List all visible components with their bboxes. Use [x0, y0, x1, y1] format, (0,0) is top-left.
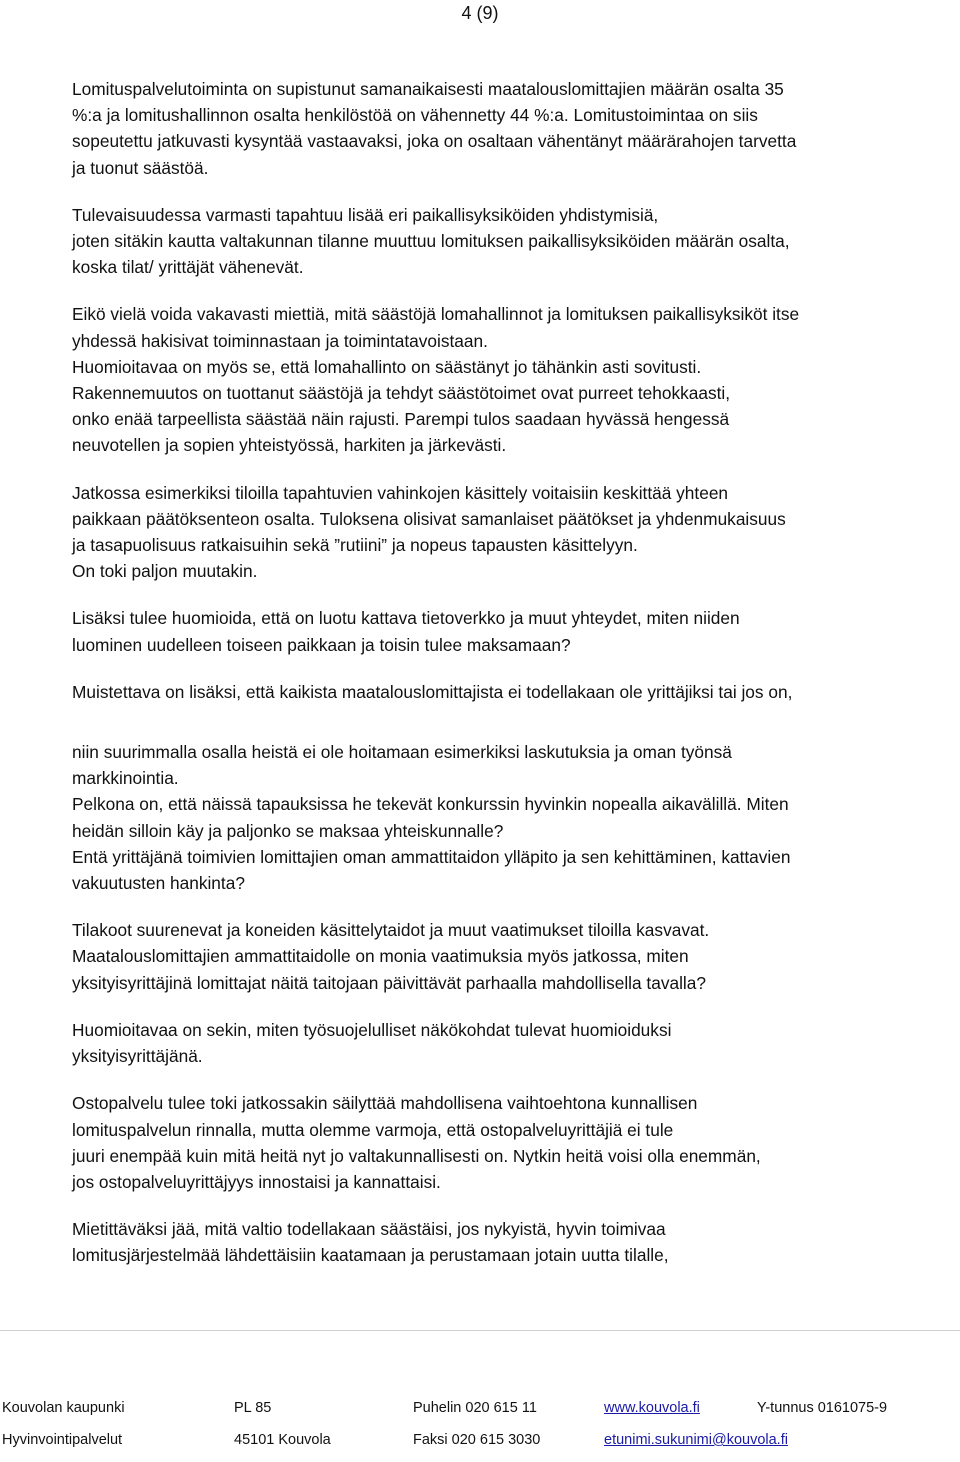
text-line: ja tuonut säästöä. — [72, 157, 209, 178]
text-line: Ostopalvelu tulee toki jatkossakin säilyttää mahdollisena vaihtoehtona kunnallisen — [72, 1093, 698, 1114]
page-number: 4 (9) — [461, 3, 499, 23]
footer-email-link[interactable]: etunimi.sukunimi@kouvola.fi — [604, 1432, 788, 1448]
footer-row — [0, 1430, 960, 1462]
text-line: Muistettava on lisäksi, että kaikista maatalouslomittajista ei todellakaan ole yrittäjiksi tai jos on, — [72, 681, 793, 702]
footer-postal-address: 45101 Kouvola — [234, 1432, 331, 1448]
paragraph-occupational-safety — [72, 1017, 952, 1069]
text-line: niin suurimmalla osalla heistä ei ole hoitamaan esimerkiksi laskutuksia ja oman työnsä — [72, 742, 732, 763]
text-line: Tilakoot suurenevat ja koneiden käsittelytaidot ja muut vaatimukset tiloilla kasvavat. — [72, 920, 710, 941]
text-line: Eikö vielä voida vakavasti miettiä, mitä säästöjä lomahallinnot ja lomituksen paikallisyksiköt itse — [72, 304, 800, 325]
text-line: Tulevaisuudessa varmasti tapahtuu lisää eri paikallisyksiköiden yhdistymisiä, — [72, 204, 659, 225]
text-line: %:a ja lomitushallinnon osalta henkilöstöä on vähennetty 44 %:a. Lomitustoimintaa on siis — [72, 105, 758, 126]
paragraph-centralization — [72, 480, 952, 585]
text-line: paikkaan päätöksenteon osalta. Tuloksena olisivat samanlaiset päätökset ja yhdenmukaisuus — [72, 508, 786, 529]
footer-unit: Hyvinvointipalvelut — [2, 1432, 123, 1448]
paragraph-entrepreneurs — [72, 679, 952, 705]
paragraph-future-mergers — [72, 202, 952, 281]
footer-business-id: Y-tunnus 0161075-9 — [757, 1400, 888, 1416]
text-line: vakuutusten hankinta? — [72, 873, 245, 894]
text-line: sopeutettu jatkuvasti kysyntää vastaavaksi, joka on osaltaan vähentänyt määrärahojen tarvetta — [72, 131, 797, 152]
footer-row — [0, 1398, 960, 1430]
footer-website-link[interactable]: www.kouvola.fi — [604, 1400, 700, 1416]
text-line: Entä yrittäjänä toimivien lomittajien oman ammattitaidon ylläpito ja sen kehittäminen, kattavien — [72, 846, 791, 867]
footer-fax: Faksi 020 615 3030 — [413, 1432, 541, 1448]
footer-phone: Puhelin 020 615 11 — [413, 1400, 537, 1416]
text-line: jos ostopalveluyrittäjyys innostaisi ja kannattaisi. — [72, 1171, 441, 1192]
text-line: heidän silloin käy ja paljonko se maksaa yhteiskunnalle? — [72, 820, 504, 841]
text-line: koska tilat/ yrittäjät vähenevät. — [72, 257, 304, 278]
text-line: Lomituspalvelutoiminta on supistunut samanaikaisesti maatalouslomittajien määrän osalta 35 — [72, 79, 784, 99]
text-line: Jatkossa esimerkiksi tiloilla tapahtuvien vahinkojen käsittely voitaisiin keskittää yhteen — [72, 482, 729, 503]
paragraph-staff-reductions — [72, 76, 952, 181]
paragraph-risks — [72, 739, 952, 896]
text-line: Huomioitavaa on myös se, että lomahallinto on säästänyt jo tähänkin asti sovitusti. — [72, 356, 702, 377]
text-line: Pelkona on, että näissä tapauksissa he tekevät konkurssin hyvinkin nopealla aikavälillä. Miten — [72, 794, 789, 815]
text-line: markkinointia. — [72, 768, 179, 789]
footer-organization: Kouvolan kaupunki — [2, 1400, 125, 1416]
text-line: lomitusjärjestelmää lähdettäisiin kaatamaan ja perustamaan jotain uutta tilalle, — [72, 1245, 669, 1266]
text-line: Rakennemuutos on tuottanut säästöjä ja tehdyt säästötoimet ovat purreet tehokkaasti, — [72, 383, 731, 404]
text-line: Mietittäväksi jää, mitä valtio todellakaan säästäisi, jos nykyistä, hyvin toimivaa — [72, 1219, 666, 1240]
text-line: On toki paljon muutakin. — [72, 561, 258, 582]
paragraph-farm-size — [72, 917, 952, 996]
paragraph-outsourcing — [72, 1090, 952, 1195]
text-line: yhdessä hakisivat toiminnastaan ja toimintatavoistaan. — [72, 330, 488, 351]
text-line: juuri enempää kuin mitä heitä nyt jo valtakunnallisesti on. Nytkin heitä voisi olla enemmän, — [72, 1145, 761, 1166]
letter-footer — [0, 1398, 960, 1462]
paragraph-savings — [72, 301, 952, 458]
text-line: Huomioitavaa on sekin, miten työsuojelulliset näkökohdat tulevat huomioiduksi — [72, 1019, 672, 1040]
text-line: yksityisyrittäjinä lomittajat näitä taitojaan päivittävät parhaalla mahdollisella tavalla? — [72, 972, 706, 993]
footer-divider — [0, 1330, 960, 1331]
paragraph-network — [72, 605, 952, 657]
text-line: ja tasapuolisuus ratkaisuihin sekä ”rutiini” ja nopeus tapausten käsittelyyn. — [72, 535, 638, 556]
text-line: Lisäksi tulee huomioida, että on luotu kattava tietoverkko ja muut yhteydet, miten niiden — [72, 608, 740, 629]
text-line: yksityisyrittäjänä. — [72, 1046, 203, 1067]
paragraph-conclusion — [72, 1216, 952, 1268]
text-line: neuvotellen ja sopien yhteistyössä, harkiten ja järkevästi. — [72, 435, 507, 456]
text-line: Maatalouslomittajien ammattitaidolle on monia vaatimuksia myös jatkossa, miten — [72, 946, 689, 967]
text-line: joten sitäkin kautta valtakunnan tilanne muuttuu lomituksen paikallisyksiköiden määrän osalta, — [72, 231, 790, 252]
text-line: lomituspalvelun rinnalla, mutta olemme varmoja, että ostopalveluyrittäjiä ei tule — [72, 1119, 674, 1140]
footer-po-box: PL 85 — [234, 1400, 272, 1416]
letter-body — [72, 76, 952, 1269]
text-line: luominen uudelleen toiseen paikkaan ja toisin tulee maksamaan? — [72, 634, 571, 655]
text-line: onko enää tarpeellista säästää näin rajusti. Parempi tulos saadaan hyvässä hengessä — [72, 409, 730, 430]
